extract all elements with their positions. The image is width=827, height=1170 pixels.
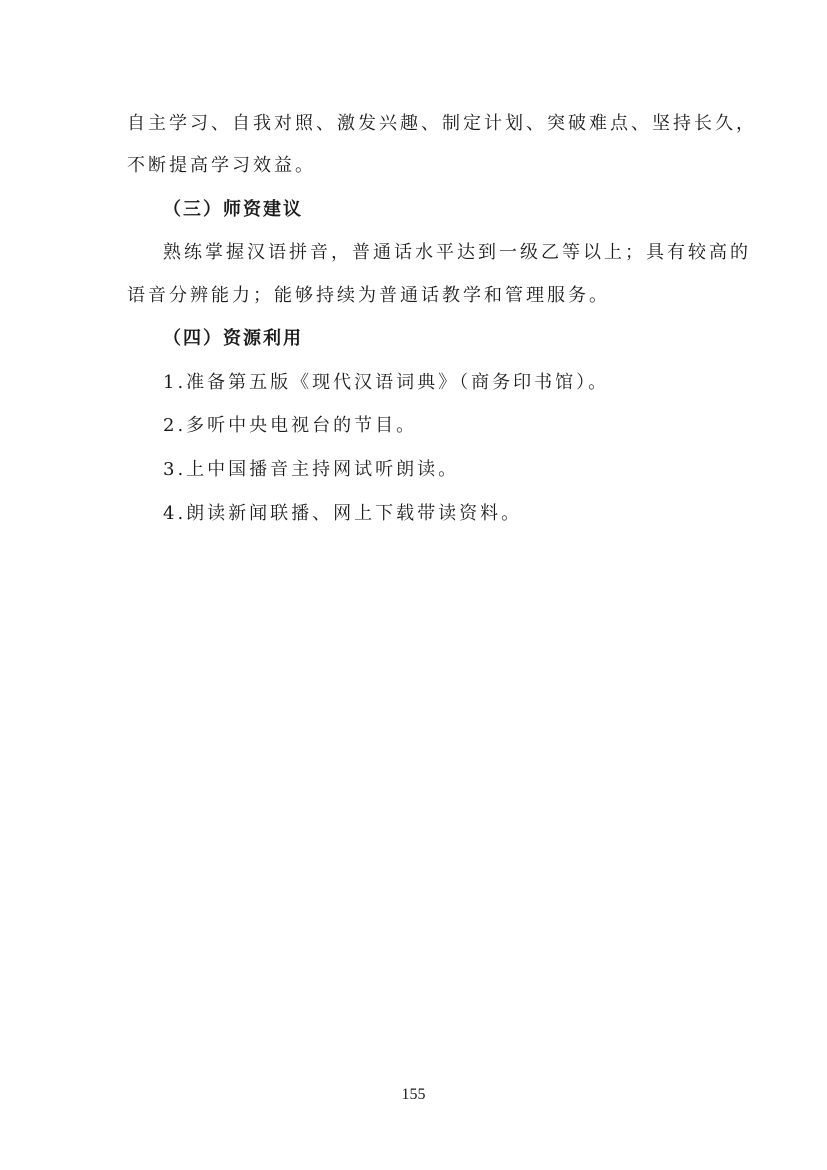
section-heading-teacher: （三）师资建议 (163, 199, 303, 220)
paragraph-continuation-line-1: 自主学习、自我对照、激发兴趣、制定计划、突破难点、坚持长久， (127, 113, 757, 134)
resource-item-2: 2.多听中央电视台的节目。 (163, 415, 418, 436)
teacher-paragraph-line-2: 语音分辨能力；能够持续为普通话教学和管理服务。 (127, 285, 610, 306)
paragraph-continuation-line-2: 不断提高学习效益。 (127, 155, 316, 176)
teacher-paragraph-line-1: 熟练掌握汉语拼音，普通话水平达到一级乙等以上；具有较高的 (163, 242, 751, 263)
page-number: 155 (401, 1086, 426, 1103)
resource-item-3: 3.上中国播音主持网试听朗读。 (163, 459, 460, 480)
resource-item-1: 1.准备第五版《现代汉语词典》（商务印书馆）。 (163, 372, 610, 393)
section-heading-resources: （四）资源利用 (163, 328, 303, 349)
resource-item-4: 4.朗读新闻联播、网上下载带读资料。 (163, 503, 523, 524)
